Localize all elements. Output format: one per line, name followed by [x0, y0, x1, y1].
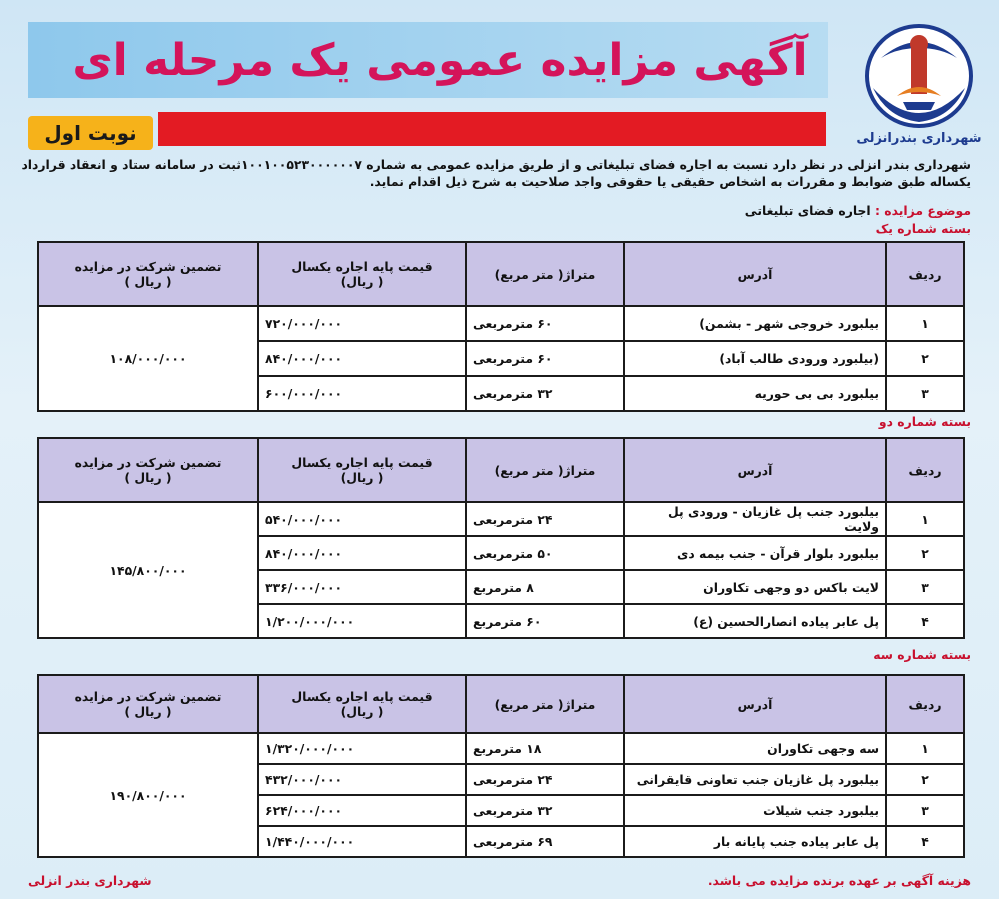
cell-address: لایت باکس دو وجهی تکاوران [624, 570, 886, 604]
cell-area: ۲۴ مترمربعی [466, 764, 624, 795]
col-price: قیمت پایه اجاره یکسال ( ریال) [258, 438, 466, 502]
round-badge: نوبت اول [28, 116, 153, 150]
cell-radif: ۱ [886, 306, 964, 341]
intro-line-1: شهرداری بندر انزلی در نظر دارد نسبت به اجاره فضای تبلیغاتی و از طریق مزایده عمومی به شماره ۱۰۰۱۰۰۵۲۳۰۰۰۰۰۰۷ثبت در سامانه ستاد و انعقاد قرارداد [21, 157, 971, 172]
cell-price: ۴۳۲/۰۰۰/۰۰۰ [258, 764, 466, 795]
cell-guarantee: ۱۰۸/۰۰۰/۰۰۰ [38, 306, 258, 411]
cell-address: (بیلبورد ورودی طالب آباد) [624, 341, 886, 376]
cell-area: ۶۰ مترمربع [466, 604, 624, 638]
col-guarantee: تضمین شرکت در مزایده ( ریال ) [38, 675, 258, 733]
cell-address: سه وجهی تکاوران [624, 733, 886, 764]
cell-address: بیلبورد بلوار قرآن - جنب بیمه دی [624, 536, 886, 570]
cell-price: ۷۲۰/۰۰۰/۰۰۰ [258, 306, 466, 341]
cell-address: بیلبورد خروجی شهر - بشمن) [624, 306, 886, 341]
subject-value: اجاره فضای تبلیغاتی [744, 203, 871, 218]
cell-area: ۶۰ مترمربعی [466, 341, 624, 376]
cell-area: ۲۴ مترمربعی [466, 502, 624, 536]
cost-note: هزینه آگهی بر عهده برنده مزایده می باشد. [707, 873, 971, 888]
cell-address: بیلبورد جنب شیلات [624, 795, 886, 826]
cell-price: ۶۰۰/۰۰۰/۰۰۰ [258, 376, 466, 411]
cell-price: ۸۴۰/۰۰۰/۰۰۰ [258, 536, 466, 570]
municipality-logo [841, 18, 981, 148]
col-price: قیمت پایه اجاره یکسال ( ریال) [258, 675, 466, 733]
cell-price: ۱/۲۰۰/۰۰۰/۰۰۰ [258, 604, 466, 638]
signature: شهرداری بندر انزلی [28, 873, 152, 888]
logo-text [856, 131, 981, 146]
package-2-title: بسته شماره دو [878, 414, 971, 429]
cell-area: ۶۹ مترمربعی [466, 826, 624, 857]
cell-radif: ۲ [886, 341, 964, 376]
table-header-row [38, 675, 964, 733]
col-guarantee: تضمین شرکت در مزایده ( ریال ) [38, 438, 258, 502]
cell-radif: ۳ [886, 570, 964, 604]
package-3-table [37, 674, 965, 858]
cell-price: ۵۴۰/۰۰۰/۰۰۰ [258, 502, 466, 536]
cell-radif: ۲ [886, 536, 964, 570]
title-red-bar [158, 112, 826, 146]
cell-area: ۵۰ مترمربعی [466, 536, 624, 570]
col-area: متراژ( متر مربع) [466, 242, 624, 306]
cell-price: ۶۲۴/۰۰۰/۰۰۰ [258, 795, 466, 826]
col-address: آدرس [624, 438, 886, 502]
col-guarantee: تضمین شرکت در مزایده ( ریال ) [38, 242, 258, 306]
cell-address: بیلبورد جنب پل غازیان - ورودی پل ولایت [624, 502, 886, 536]
cell-radif: ۱ [886, 502, 964, 536]
cell-radif: ۴ [886, 826, 964, 857]
table-header-row [38, 242, 964, 306]
table-row [38, 733, 964, 764]
subject-line [745, 203, 971, 218]
col-radif: ردیف [886, 438, 964, 502]
table-row [38, 306, 964, 341]
cell-price: ۸۴۰/۰۰۰/۰۰۰ [258, 341, 466, 376]
cell-address: بیلبورد پل غازیان جنب تعاونی قایقرانی [624, 764, 886, 795]
cell-price: ۱/۳۲۰/۰۰۰/۰۰۰ [258, 733, 466, 764]
notice-title: آگهی مزایده عمومی یک مرحله ای [72, 35, 808, 86]
col-address: آدرس [624, 242, 886, 306]
package-3-title: بسته شماره سه [873, 647, 971, 662]
col-area: متراژ( متر مربع) [466, 438, 624, 502]
col-address: آدرس [624, 675, 886, 733]
package-1-title: بسته شماره یک [875, 221, 971, 236]
cell-radif: ۳ [886, 376, 964, 411]
cell-area: ۸ مترمربع [466, 570, 624, 604]
cell-area: ۶۰ مترمربعی [466, 306, 624, 341]
intro-text [21, 156, 971, 190]
col-radif: ردیف [886, 242, 964, 306]
cell-address: بیلبورد بی بی حوریه [624, 376, 886, 411]
cell-price: ۱/۴۴۰/۰۰۰/۰۰۰ [258, 826, 466, 857]
package-2-table [37, 437, 965, 639]
col-radif: ردیف [886, 675, 964, 733]
cell-radif: ۲ [886, 764, 964, 795]
svg-text:شهرداری بندرانزلی: شهرداری بندرانزلی [856, 131, 981, 146]
table-header-row [38, 438, 964, 502]
cell-radif: ۳ [886, 795, 964, 826]
cell-address: پل عابر پیاده جنب پایانه بار [624, 826, 886, 857]
cell-guarantee: ۱۹۰/۸۰۰/۰۰۰ [38, 733, 258, 857]
cell-radif: ۱ [886, 733, 964, 764]
cell-radif: ۴ [886, 604, 964, 638]
col-price: قیمت پایه اجاره یکسال ( ریال) [258, 242, 466, 306]
cell-area: ۳۲ مترمربعی [466, 376, 624, 411]
intro-line-2: یکساله طبق ضوابط و مقررات به اشخاص حقیقی یا حقوقی واجد صلاحیت به شرح ذیل اقدام نماید. [369, 174, 971, 189]
cell-address: پل عابر پیاده انصارالحسین (ع) [624, 604, 886, 638]
cell-price: ۳۳۶/۰۰۰/۰۰۰ [258, 570, 466, 604]
cell-area: ۳۲ مترمربعی [466, 795, 624, 826]
table-row [38, 502, 964, 536]
subject-label: موضوع مزایده : [875, 203, 971, 218]
cell-area: ۱۸ مترمربع [466, 733, 624, 764]
col-area: متراژ( متر مربع) [466, 675, 624, 733]
package-1-table [37, 241, 965, 412]
cell-guarantee: ۱۴۵/۸۰۰/۰۰۰ [38, 502, 258, 638]
